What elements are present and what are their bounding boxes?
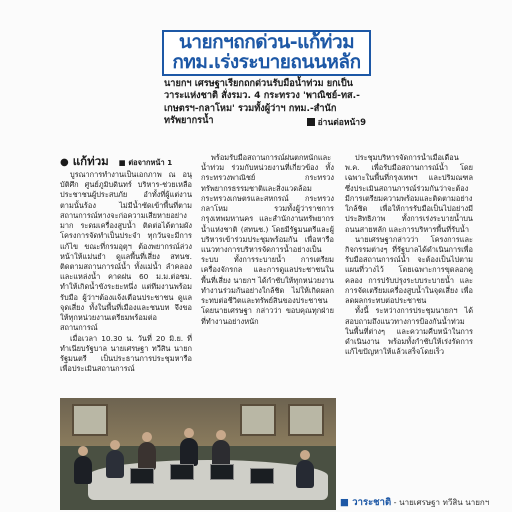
paragraph: ทั้งนี้ ระหว่างการประชุมนายกฯ ได้สอบถามถึงแนวทางการป้องกันน้ำท่วมในพื้นที่ต่างๆ และความคืบหน้าในการดำเนินงาน พร้อมทั้งกำชับให้เร่งรัดการแก้ไขปัญหาให้แล้วเสร็จโดยเร็ว xyxy=(345,306,473,357)
monitor xyxy=(250,468,274,484)
footer-text: - นายเศรษฐา ทวีสิน นายกฯ xyxy=(393,498,490,507)
monitor xyxy=(130,468,154,484)
paragraph: เมื่อเวลา 10.30 น. วันที่ 20 มิ.ย. ที่ทำเนียบรัฐบาล นายเศรษฐา ทวีสิน นายกรัฐมนตรี เป็นประธานการประชุมหารือเพื่อประเมินสถานการณ์ xyxy=(60,333,192,374)
person-head xyxy=(184,428,194,438)
headline-line-2: กทม.เร่งระบายถนนหลัก xyxy=(172,51,361,73)
person-head xyxy=(78,446,88,456)
person-head xyxy=(142,432,152,442)
paragraph: ประชุมบริหารจัดการน้ำเมื่อเดือนพ.ค. เพื่อรับมือสถานการณ์น้ำ โดยเฉพาะในพื้นที่กรุงเทพฯ และปริมณฑล ซึ่งประเมินสถานการณ์ร่วมกันว่าจะต้องมีการเตรียมความพร้อมและติดตามอย่างใกล้ชิด เพื่อให้การรับมือเป็นไปอย่างมีประสิทธิภาพ ทั้งการเร่งระบายน้ำบนถนนสายหลัก และการบริหารพื้นที่รับน้ำ xyxy=(345,153,473,234)
monitor xyxy=(170,464,194,480)
section-continued-label: ต่อจากหน้า 1 xyxy=(128,158,173,167)
footer-label: ■ วาระชาติ xyxy=(340,497,392,508)
person-head xyxy=(216,430,226,440)
person xyxy=(106,450,124,478)
photo-window xyxy=(240,404,276,436)
person xyxy=(138,442,156,470)
deck-text: นายกฯ เศรษฐาเรียกถกด่วนรับมือน้ำท่วม ยกเป็นวาระแห่งชาติ สั่งรมว. 4 กระทรวง 'พาณิชย์-ทส.-เกษตรฯ-กลาโหม' รวมทั้งผู้ว่าฯ กทม.-สำนักทรัพยากรน้ำ xyxy=(164,78,360,126)
text-column-3 xyxy=(345,153,473,471)
deck xyxy=(164,78,366,127)
person xyxy=(74,456,92,484)
headline-box xyxy=(162,30,371,76)
square-bullet-icon xyxy=(307,118,315,126)
text-column-1 xyxy=(60,170,192,392)
footer-caption xyxy=(340,495,510,510)
paragraph: บูรณาการทำงานเป็นเอกภาพ ณ อนุบัติศึก ศูนย์ภูมิบดินทร์ บริหาร-ช่วยเหลือประชาชนผู้ประสบภัย อำทั้งที่ผู้แต่งานตามนั้นร้อง ไม่มีน้ำซัดเข้าพื้นที่ตามสถานการณ์ทางจะก่อความเสียหายอย่างมาก ระดมเครื่องสูบน้ำ ติดต่อได้ตามผังโครงการจัดทำเป็นประจำ ทุกวันจะมีการแก้ไข ขณะที่กรมอุตุฯ ต้องพยากรณ์ล่วงหน้าให้แม่นยำ ดูแลพื้นที่เสี่ยง สทนช. ติดตามสถานการณ์น้ำ ทั้งแม่น้ำ ลำคลองและแหล่งน้ำ คาดฝน 60 ม.ม.ต่อชม. ทำให้เกิดน้ำขังระยะหนึ่ง แต่ทีมงานพร้อมรับมือ ผู้ว่าฯต้องแจ้งเตือนประชาชน ดูแลจุดเสี่ยง ทั้งในพื้นที่เมืองและชนบท จึงขอให้ทุกหน่วยงานเตรียมพร้อมต่อสถานการณ์ xyxy=(60,170,192,333)
photo-window xyxy=(72,404,108,436)
text-column-2 xyxy=(201,153,334,393)
meeting-table xyxy=(88,460,328,500)
headline-line-1: นายกฯถกด่วน-แก้ท่วม xyxy=(178,31,355,54)
footer-label-text: วาระชาติ xyxy=(352,497,392,508)
person xyxy=(296,460,314,488)
paragraph: นายเศรษฐากล่าวว่า โครงการและกิจกรรมต่างๆ ที่รัฐบาลได้ดำเนินการเพื่อรับมือสถานการณ์น้ำ จะต้องเป็นไปตามแผนที่วางไว้ โดยเฉพาะการขุดลอกคูคลอง การปรับปรุงระบบระบายน้ำ และการจัดเตรียมเครื่องสูบน้ำในจุดเสี่ยง เพื่อลดผลกระทบต่อประชาชน xyxy=(345,234,473,306)
deck-continued xyxy=(307,118,366,129)
photo-window xyxy=(288,404,324,436)
monitor xyxy=(210,464,234,480)
circle-bullet-icon: ● xyxy=(60,157,69,168)
person-head xyxy=(300,450,310,460)
section-heading xyxy=(60,153,190,171)
person xyxy=(180,438,198,466)
deck-continued-label: อ่านต่อหน้า9 xyxy=(317,117,366,128)
paragraph: พร้อมรับมือสถานการณ์ฝนตกหนักและน้ำท่วม ร่วมกับหน่วยงานที่เกี่ยวข้อง ทั้งกระทรวงพาณิชย์ กระทรวงทรัพยากรธรรมชาติและสิ่งแวดล้อม กระทรวงเกษตรและสหกรณ์ กระทรวงกลาโหม รวมทั้งผู้ว่าราชการกรุงเทพมหานคร และสำนักงานทรัพยากรน้ำแห่งชาติ (สทนช.) โดยมีรัฐมนตรีและผู้บริหารเข้าร่วมประชุมพร้อมกัน เพื่อหารือแนวทางการบริหารจัดการน้ำอย่างเป็นระบบ ทั้งการระบายน้ำ การเตรียมเครื่องจักรกล และการดูแลประชาชนในพื้นที่เสี่ยง นายกฯ ได้กำชับให้ทุกหน่วยงานทำงานร่วมกันอย่างใกล้ชิด ไม่ให้เกิดผลกระทบต่อชีวิตและทรัพย์สินของประชาชน โดยนายเศรษฐา กล่าวว่า ขอบคุณทุกฝ่ายที่ทำงานอย่างหนัก xyxy=(201,153,334,326)
person-head xyxy=(110,440,120,450)
section-title: แก้ท่วม xyxy=(72,154,109,168)
meeting-photo xyxy=(60,398,336,510)
section-continued: ■ ต่อจากหน้า 1 xyxy=(118,158,173,167)
